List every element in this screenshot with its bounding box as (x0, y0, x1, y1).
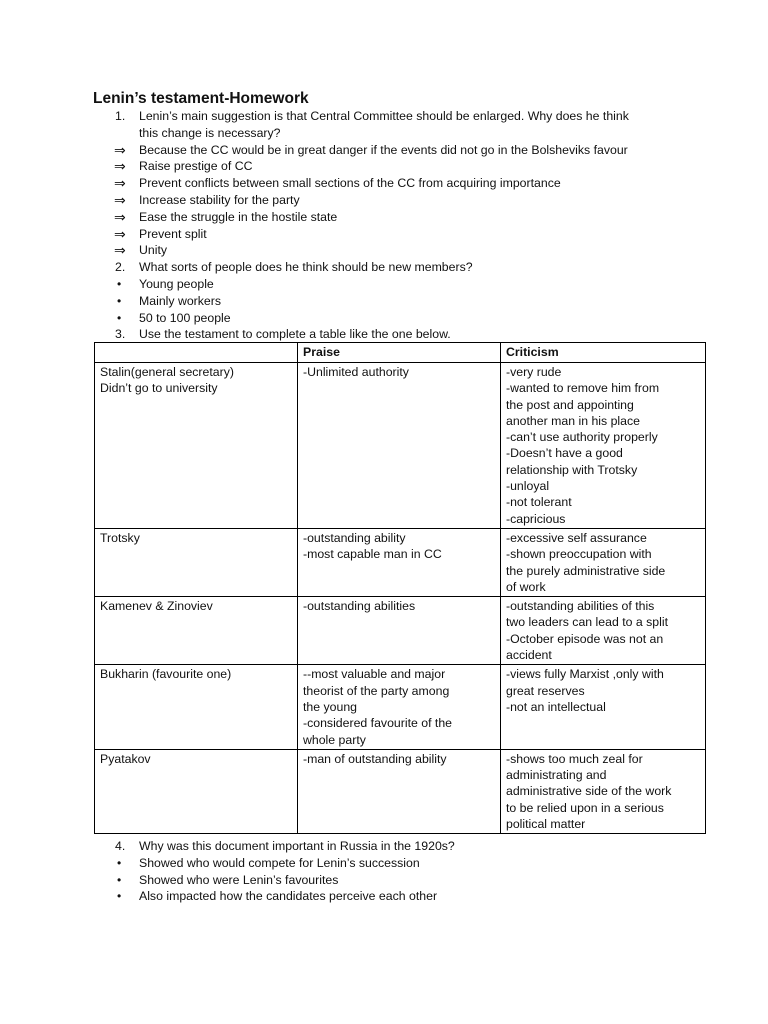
cell-line: Kamenev & Zinoviev (100, 599, 213, 614)
cell-line: -outstanding abilities of this (506, 599, 655, 614)
question-text: What sorts of people does he think should be new members? (139, 260, 473, 275)
cell-line: Trotsky (100, 530, 140, 545)
table-cell-name (95, 665, 298, 749)
cell-line: -shown preoccupation with (506, 547, 652, 562)
answer-text: Ease the struggle in the hostile state (139, 209, 338, 224)
table-row-trotsky (95, 528, 706, 596)
list-item (0, 855, 768, 872)
cell-line: to be relied upon in a serious (506, 800, 664, 815)
cell-line: great reserves (506, 683, 585, 698)
list-item (0, 158, 768, 175)
table-cell-praise (298, 528, 501, 596)
arrow-icon: ⇒ (114, 242, 126, 259)
cell-line: accident (506, 648, 552, 663)
table-header-row (95, 343, 706, 363)
table-row-pyatakov (95, 749, 706, 833)
list-item (0, 310, 768, 327)
table-cell-criticism (501, 665, 706, 749)
question-text: Use the testament to complete a table like the one below. (139, 327, 451, 342)
list-item (0, 192, 768, 209)
table-header-praise: Praise (298, 343, 501, 363)
bullet-icon: • (117, 889, 122, 904)
table-cell-criticism (501, 749, 706, 833)
table-header-cell (95, 343, 298, 363)
cell-line: Bukharin (favourite one) (100, 667, 232, 682)
cell-line: -very rude (506, 365, 562, 379)
cell-line: theorist of the party among (303, 683, 450, 698)
cell-line: -October episode was not an (506, 631, 664, 646)
question-4 (0, 838, 768, 855)
answer-text: Raise prestige of CC (139, 159, 253, 174)
table-row-kamenev-zinoviev (95, 597, 706, 665)
cell-line: -can’t use authority properly (506, 430, 658, 445)
list-item (0, 175, 768, 192)
page-title: Lenin’s testament-Homework (93, 90, 309, 107)
cell-line: -Unlimited authority (303, 365, 409, 379)
question-1-continued (0, 125, 768, 142)
cell-line: -wanted to remove him from (506, 381, 660, 396)
table-cell-praise (298, 597, 501, 665)
question-1 (0, 108, 768, 125)
question-3 (0, 326, 768, 343)
bullet-icon: • (117, 855, 122, 870)
question-number: 3. (115, 327, 126, 342)
list-item (0, 888, 768, 905)
cell-line: -shows too much zeal for (506, 751, 643, 766)
answer-text: Showed who would compete for Lenin’s succession (139, 855, 420, 870)
answer-text: Unity (139, 243, 168, 258)
cell-line: the young (303, 699, 358, 714)
answer-text: Increase stability for the party (139, 192, 300, 207)
cell-line: -not tolerant (506, 495, 572, 510)
table-cell-name (95, 597, 298, 665)
cell-line: -capricious (506, 511, 566, 526)
table-cell-name (95, 749, 298, 833)
cell-line: -outstanding abilities (303, 599, 416, 614)
question-number: 1. (115, 109, 126, 123)
cell-line: administrating and (506, 768, 607, 783)
list-item (0, 209, 768, 226)
answer-text: Prevent split (139, 226, 207, 241)
answer-text: Prevent conflicts between small sections of the CC from acquiring importance (139, 176, 561, 191)
question-text: Why was this document important in Russia in the 1920s? (139, 839, 455, 853)
table-cell-praise (298, 665, 501, 749)
table-cell-praise (298, 363, 501, 529)
table-cell-name (95, 528, 298, 596)
table-cell-criticism (501, 528, 706, 596)
list-item (0, 872, 768, 889)
question-2 (0, 259, 768, 276)
list-item (0, 226, 768, 243)
cell-line: --most valuable and major (303, 667, 446, 682)
cell-line: -man of outstanding ability (303, 751, 447, 766)
cell-line: -unloyal (506, 479, 550, 494)
cell-line: two leaders can lead to a split (506, 615, 669, 630)
list-item (0, 276, 768, 293)
answer-text: Mainly workers (139, 293, 221, 308)
table-row-bukharin (95, 665, 706, 749)
cell-line: -most capable man in CC (303, 547, 442, 562)
arrow-icon: ⇒ (114, 208, 126, 225)
cell-line: another man in his place (506, 413, 640, 428)
cell-line: the purely administrative side (506, 563, 666, 578)
cell-line: -outstanding ability (303, 530, 406, 545)
table-row-stalin (95, 363, 706, 529)
table-cell-name (95, 363, 298, 529)
bullet-icon: • (117, 310, 122, 325)
bullet-icon: • (117, 872, 122, 887)
cell-line: political matter (506, 817, 586, 832)
cell-line: whole party (303, 732, 366, 747)
cell-line: -Doesn’t have a good (506, 446, 623, 461)
answer-text: Young people (139, 276, 214, 291)
list-item (0, 142, 768, 159)
arrow-icon: ⇒ (114, 225, 126, 242)
list-item (0, 242, 768, 259)
cell-line: administrative side of the work (506, 784, 672, 799)
arrow-icon: ⇒ (114, 191, 126, 208)
question-number: 4. (115, 839, 126, 853)
cell-line: relationship with Trotsky (506, 462, 638, 477)
bullet-icon: • (117, 293, 122, 308)
arrow-icon: ⇒ (114, 158, 126, 175)
table-cell-criticism (501, 363, 706, 529)
table-cell-criticism (501, 597, 706, 665)
answer-text: 50 to 100 people (139, 310, 231, 325)
cell-line: Stalin(general secretary) (100, 365, 234, 379)
bullet-icon: • (117, 276, 122, 291)
cell-line: -considered favourite of the (303, 716, 453, 731)
cell-line: -excessive self assurance (506, 530, 647, 545)
arrow-icon: ⇒ (114, 141, 126, 158)
cell-line: Didn’t go to university (100, 381, 218, 396)
cell-line: -not an intellectual (506, 699, 606, 714)
cell-line: the post and appointing (506, 397, 634, 412)
table-cell-praise (298, 749, 501, 833)
list-item (0, 293, 768, 310)
cell-line: Pyatakov (100, 751, 151, 766)
arrow-icon: ⇒ (114, 175, 126, 192)
question-text: Lenin’s main suggestion is that Central Committee should be enlarged. Why does he think (139, 109, 629, 123)
cell-line: -views fully Marxist ,only with (506, 667, 664, 682)
answer-text: Also impacted how the candidates perceive each other (139, 889, 438, 904)
answer-text: Because the CC would be in great danger if the events did not go in the Bolsheviks favour (139, 142, 628, 157)
question-4-block (0, 838, 768, 905)
comparison-table (94, 342, 706, 834)
question-1-block (0, 108, 768, 343)
question-number: 2. (115, 260, 126, 275)
question-text: this change is necessary? (139, 125, 281, 140)
answer-text: Showed who were Lenin’s favourites (139, 872, 339, 887)
cell-line: of work (506, 579, 546, 594)
table-header-criticism: Criticism (501, 343, 706, 363)
